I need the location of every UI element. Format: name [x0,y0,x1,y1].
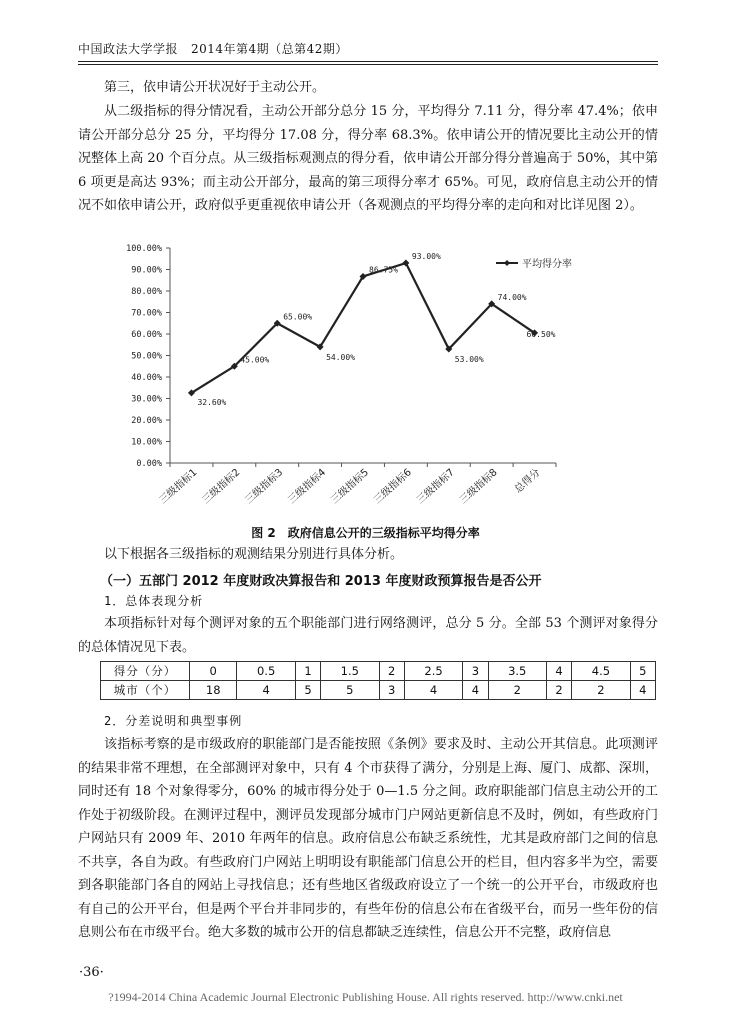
data-label: 74.00% [497,292,527,302]
x-category-label: 三级指标7 [414,467,457,507]
x-category-label: 三级指标3 [243,467,286,507]
section-heading: （一）五部门 2012 年度财政决算报告和 2013 年度财政预算报告是否公开 [100,574,542,589]
header-rule-second [78,64,658,65]
score-cell: 3 [463,662,488,681]
line-chart [78,233,598,518]
subheading-examples: 2．分差说明和典型事例 [104,714,243,728]
score-row-label: 得分（分） [101,662,190,681]
score-row [101,662,656,681]
paragraph-3: 以下根据各三级指标的观测结果分别进行具体分析。 [104,547,404,562]
score-cell: 2 [379,662,404,681]
score-cell: 4.5 [572,662,630,681]
x-category-label: 三级指标1 [157,467,200,507]
count-cell: 2 [488,681,546,700]
paragraph-5: 该指标考察的是市级政府的职能部门是否能按照《条例》要求及时、主动公开其信息。此项测评的结果非常不理想，在全部测评对象中，只有 4 个市获得了满分，分别是上海、厦门、成都、深圳，同时还有 18 个对象得零分，60% 的城市得分处于 0—1.5 分之间。政府职能部门信息主动公开的工作处于初级阶段。在测评过程中，测评员发现部分城市门户网站更新信息不及时，例如，有些政府门户网站只有 2009 年、2010 年两年的信息。政府信息公布缺乏系统性，尤其是政府部门之间的信息不共享，各自为政。有些政府门户网站上明明设有职能部门信息公开的栏目，但内容多半为空，需要到各职能部门各自的网站上寻找信息；还有些地区省级政府设立了一个统一的公开平台，市级政府也有自己的公开平台，但是两个平台并非同步的，有些年份的信息公布在省级平台，而另一些年份的信息则公布在市级平台。绝大多数的城市公开的信息都缺乏连续性，信息公开不完整，政府信息 [78,737,658,940]
y-tick-label: 100.00% [126,244,162,254]
y-tick-label: 80.00% [131,287,162,297]
count-cell: 4 [630,681,655,700]
y-tick-label: 30.00% [131,394,162,405]
data-label: 65.00% [283,312,313,322]
x-category-label: 总得分 [512,467,543,496]
data-label: 86.75% [369,265,398,275]
count-cell: 4 [237,681,295,700]
count-cell: 5 [321,681,379,700]
score-cell: 5 [630,662,655,681]
data-label: 93.00% [411,252,441,262]
data-label: 32.60% [197,397,227,407]
x-category-label: 三级指标8 [457,467,500,507]
data-label: 53.00% [454,355,484,365]
y-tick-label: 40.00% [131,373,162,383]
x-category-label: 三级指标2 [200,467,243,507]
count-cell: 2 [572,681,630,700]
x-category-label: 三级指标5 [329,467,372,507]
legend-label: 平均得分率 [522,259,572,270]
figure-caption: 图 2 政府信息公开的三级指标平均得分率 [251,526,480,540]
page-number: ·36· [79,965,104,980]
journal-name: 中国政法大学学报 [78,42,179,56]
y-tick-label: 70.00% [131,308,162,319]
issue-info: 2014年第4期（总第42期） [190,42,348,56]
y-tick-label: 20.00% [131,416,162,426]
y-tick-label: 90.00% [131,265,162,276]
score-table [100,661,656,700]
score-cell: 2.5 [404,662,462,681]
count-row [101,681,656,700]
score-cell: 1 [295,662,320,681]
count-cell: 4 [463,681,488,700]
count-cell: 3 [379,681,404,700]
y-tick-label: 10.00% [131,437,162,448]
count-cell: 18 [190,681,237,700]
paragraph-4: 本项指标针对每个测评对象的五个职能部门进行网络测评，总分 5 分。全部 53 个测评对象得分的总体情况见下表。 [78,616,658,655]
count-row-label: 城市（个） [101,681,190,700]
paragraph-2: 从二级指标的得分情况看，主动公开部分总分 15 分，平均得分 7.11 分，得分率 47.4%；依申请公开部分总分 25 分，平均得分 17.08 分，得分率 68.3%。依申请公开的情况要比主动公开的情况整体上高 20 个百分点。从三级指标观测点的得分看，依申请公开部分得分普遍高于 50%，其中第 6 项更是高达 93%；而主动公开部分，最高的第三项得分率才 65%。可见，政府信息主动公开的情况不如依申请公开，政府似乎更重视依申请公开（各观测点的平均得分率的走向和对比详见图 2）。 [78,104,658,213]
running-header [78,40,658,57]
y-tick-label: 60.00% [131,330,162,340]
score-cell: 3.5 [488,662,546,681]
score-cell: 0 [190,662,237,681]
count-cell: 5 [295,681,320,700]
data-label: 54.00% [326,352,356,362]
subheading-overall: 1．总体表现分析 [104,594,204,608]
paragraph-1: 第三，依申请公开状况好于主动公开。 [104,80,326,95]
count-cell: 2 [546,681,571,700]
legend-marker [504,260,510,266]
score-cell: 4 [546,662,571,681]
series-line [191,263,534,393]
data-label: 45.00% [240,355,270,365]
score-cell: 0.5 [237,662,295,681]
header-rule [78,61,658,62]
x-category-label: 三级指标4 [286,467,329,507]
data-label: 60.50% [526,329,556,339]
copyright-footer: ?1994-2014 China Academic Journal Electronic Publishing House. All rights reserved. http://www.cnki.net [108,990,623,1004]
x-category-label: 三级指标6 [372,467,414,507]
y-tick-label: 50.00% [131,351,162,362]
score-cell: 1.5 [321,662,379,681]
count-cell: 4 [404,681,462,700]
y-tick-label: 0.00% [136,459,162,469]
